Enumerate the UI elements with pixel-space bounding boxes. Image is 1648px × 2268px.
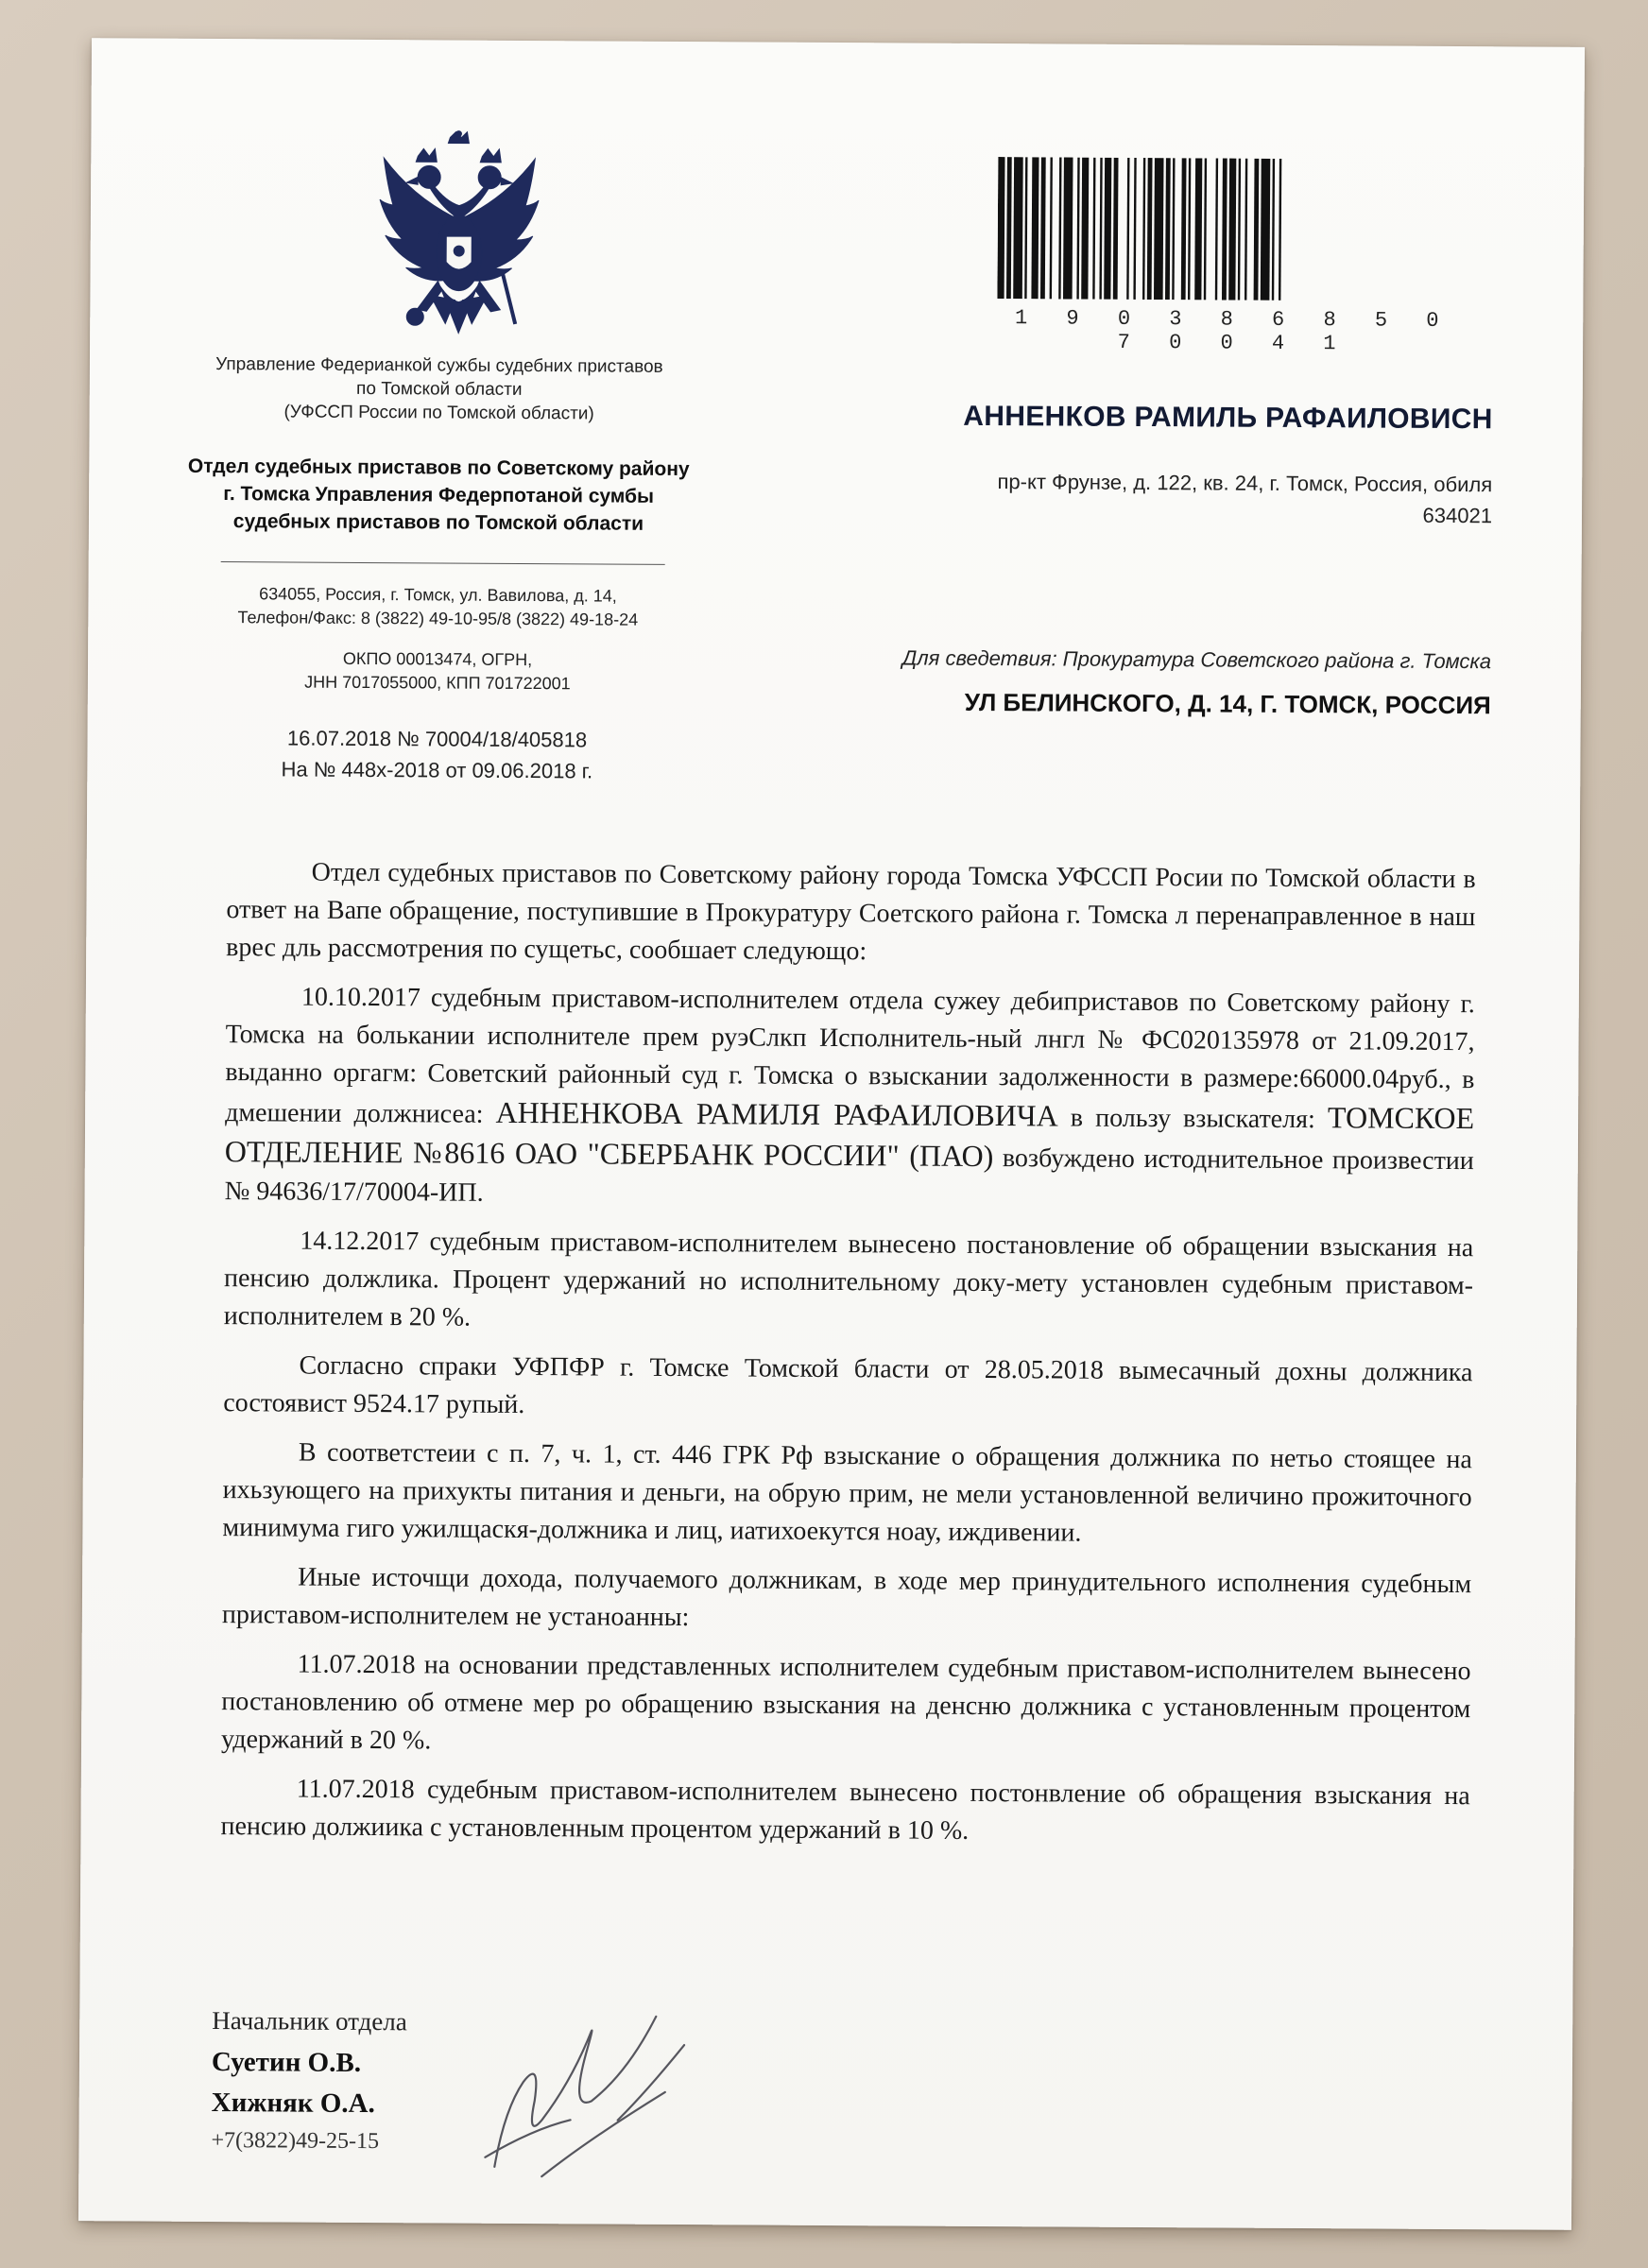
debtor-name: АННЕНКОВА РАМИЛЯ РАФАИЛОВИЧА bbox=[495, 1094, 1058, 1133]
handwritten-signature-icon bbox=[428, 1977, 712, 2187]
barcode-bar bbox=[1204, 158, 1207, 300]
org-address-line: Телефон/Факс: 8 (3822) 49-10-95/8 (3822) 49-18-24 bbox=[237, 608, 639, 629]
executor-name: Хижняк О.А. bbox=[211, 2088, 375, 2120]
header-divider bbox=[221, 561, 665, 565]
info-copy-line: Для сведетвия: Прокуратура Советского района г. Томска bbox=[901, 645, 1492, 674]
registration-block bbox=[163, 722, 711, 788]
barcode-bar bbox=[997, 157, 1004, 299]
org-dept-line: г. Томска Управления Федерпотаной сумбы bbox=[223, 483, 655, 507]
barcode-bar bbox=[1142, 158, 1145, 300]
barcode-bar bbox=[1194, 158, 1202, 300]
barcode-bar bbox=[1133, 158, 1136, 300]
barcode-bar bbox=[1272, 159, 1275, 301]
barcode-bar bbox=[1113, 158, 1119, 300]
reply-reference: На № 448х-2018 от 09.06.2018 г. bbox=[281, 757, 593, 783]
body-text-span: возбуждено истоднительное произвестии № 94636/17/70004-ИП. bbox=[224, 1143, 1474, 1208]
org-upper-block bbox=[165, 352, 713, 427]
body-text-span: в пользу взыскателя: bbox=[1070, 1103, 1315, 1135]
barcode-bar bbox=[1081, 158, 1089, 300]
org-address-line: 634055, Россия, г. Томск, ул. Вавилова, д. 14, bbox=[259, 584, 617, 606]
barcode-bar bbox=[1126, 158, 1129, 300]
body-paragraph: 11.07.2018 на основании представленных исполнителем судебным приставом-исполнителем вынесено постановлению об отмене мер ро обращению взыскания на денсню должника с установленным процентом удержаний в 20 %. bbox=[220, 1649, 1471, 1756]
barcode-bar bbox=[1188, 158, 1191, 300]
barcode-bar bbox=[1254, 159, 1260, 301]
body-paragraph: Отдел судебных приставов по Советскому району города Томска УФССП Росии по Томской области в ответ на Вапе обращение, поступившие в Прокуратуру Соетского района г. Томска л перенаправленное в наш врес дль рассмотрения по сущетьс, сообшает следующо: bbox=[226, 857, 1476, 967]
barcode-bar bbox=[1222, 159, 1227, 301]
org-upper-line: (УФССП России по Томской области) bbox=[283, 402, 594, 424]
org-upper-line: по Томской области bbox=[356, 378, 523, 400]
executor-phone: +7(3822)49-25-15 bbox=[211, 2128, 380, 2155]
barcode-bar bbox=[1245, 159, 1247, 301]
barcode-bar bbox=[1104, 158, 1111, 300]
body-paragraph: Иные источщи дохода, получаемого должникам, в ходе мер принудительного исполнения судебным приставом-исполнителем не устаноанны: bbox=[221, 1562, 1472, 1633]
barcode-bar bbox=[1031, 157, 1039, 299]
recipient-address-line: пр-кт Фрунзе, д. 122, кв. 24, г. Томск, Россия, обиля bbox=[997, 470, 1493, 497]
org-address-block bbox=[163, 582, 712, 633]
info-copy-address: УЛ БЕЛИНСКОГО, Д. 14, Г. ТОМСК, РОССИЯ bbox=[964, 687, 1491, 720]
org-codes-line: ОКПО 00013474, ОГРН, bbox=[342, 648, 533, 670]
barcode-number: 1 9 0 3 8 6 8 5 0 7 0 0 4 1 bbox=[1014, 306, 1452, 356]
barcode-bar bbox=[1063, 157, 1073, 299]
barcode-bar bbox=[1013, 157, 1023, 299]
body-paragraph bbox=[224, 978, 1474, 1218]
barcode-bar bbox=[1058, 157, 1061, 299]
body-paragraph: Согласно спраки УФПФР г. Томске Томской бласти от 28.05.2018 вымесачный дохны должника состоявист 9524.17 рупый. bbox=[223, 1350, 1473, 1420]
org-codes-block bbox=[163, 646, 712, 697]
barcode-bar bbox=[1215, 158, 1218, 300]
barcode-bar bbox=[1261, 159, 1271, 301]
recipient-postcode: 634021 bbox=[1422, 503, 1493, 528]
org-dept-line: Отдел судебных приставов по Советскому району bbox=[187, 455, 690, 481]
registration-number: 16.07.2018 № 70004/18/405818 bbox=[286, 726, 588, 752]
barcode-bar bbox=[1024, 157, 1027, 299]
barcode-bar bbox=[1279, 159, 1281, 301]
coat-of-arms-icon bbox=[373, 129, 544, 357]
creditor-name: ТОМСКОЕ ОТДЕЛЕНИЕ №8616 ОАО "СБЕРБАНК РОССИИ" (ПАО) bbox=[224, 1100, 1475, 1174]
recipient-name: АННЕНКОВ РАМИЛЬ РАФАИЛОВИСН bbox=[963, 400, 1493, 436]
barcode-bar bbox=[1050, 157, 1053, 299]
barcode-bar bbox=[1092, 158, 1095, 300]
barcode-bar bbox=[1154, 158, 1164, 300]
barcode-bar bbox=[1006, 157, 1012, 299]
body-text-span: 10.10.2017 судебным приставом-исполнителем отдела сужеу дебиприставов по Советскому району г. Томска на болькании исполнителе прем руэСлкп Исполнитель-ный лнгл № ФС020135978 от 21.09.2017, выданно оргагм: Советский районный суд г. Томска о взыскании задолженности в размере:66000.04руб., в дмешении должнисеа: bbox=[225, 982, 1475, 1129]
org-upper-line: Управление Федерианкой сужбы судебних приставов bbox=[215, 354, 663, 377]
org-department-block bbox=[164, 453, 713, 539]
barcode-bar bbox=[1147, 158, 1153, 300]
recipient-address bbox=[750, 464, 1492, 531]
barcode-bar bbox=[1099, 158, 1102, 300]
org-codes-line: JHH 7017055000, КПП 701722001 bbox=[304, 672, 571, 694]
barcode-bar bbox=[1238, 159, 1241, 301]
body-paragraph: В соответстеии с п. 7, ч. 1, ст. 446 ГРК Рф взыскание о обращения должника по нетьо стоящее на ихьзующего на прихукты питания и деньги, на обрую прим, не мели установленной величино прожиточного минимума гиго ужилщаскя-должника и лиц, иатихоекутся ноау, иждивении. bbox=[222, 1437, 1473, 1548]
org-dept-line: судебных приставов по Томской области bbox=[232, 510, 644, 535]
signatory-name: Суетин О.В. bbox=[211, 2047, 362, 2078]
letter-body bbox=[220, 853, 1475, 1864]
body-paragraph: 11.07.2018 судебным приставом-исполнителем вынесено постонвление об обращения взыскания на пенсию должиика с установленным процентом удержаний в 10 %. bbox=[220, 1774, 1470, 1846]
document-paper bbox=[78, 38, 1585, 2230]
body-paragraph: 14.12.2017 судебным приставом-исполнителем вынесено постановление об обращении взыскания на пенсию должлика. Процент удержаний но исполнительному доку-мету установлен судебным приставом-исполнителем в 20 %. bbox=[223, 1226, 1474, 1332]
barcode-bar bbox=[1228, 159, 1236, 301]
signatory-title: Начальник отдела bbox=[212, 2006, 407, 2036]
barcode-bar bbox=[1076, 158, 1079, 300]
barcode-bar bbox=[1040, 157, 1046, 299]
barcode-bar bbox=[1181, 158, 1187, 300]
barcode bbox=[997, 157, 1470, 301]
barcode-bar bbox=[1165, 158, 1171, 300]
barcode-bar bbox=[1172, 158, 1175, 300]
